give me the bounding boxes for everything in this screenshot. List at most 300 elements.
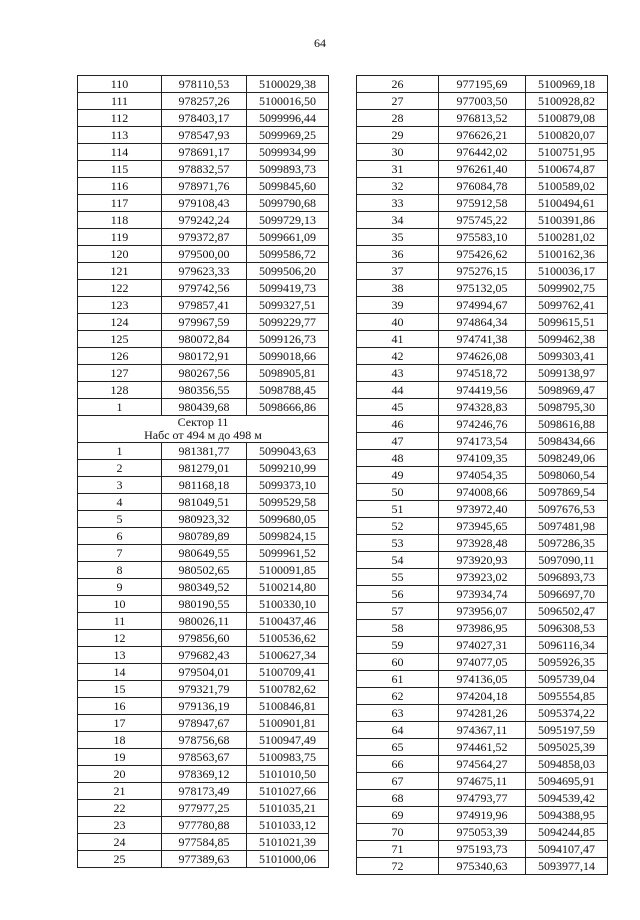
x-coordinate-cell: 975426,62 <box>439 246 526 263</box>
x-coordinate-cell: 980172,91 <box>162 348 247 365</box>
x-coordinate-cell: 978563,67 <box>162 749 247 766</box>
table-row <box>357 331 608 348</box>
table-row <box>357 671 608 688</box>
table-row <box>357 161 608 178</box>
x-coordinate-cell: 977195,69 <box>439 76 526 93</box>
table-row <box>357 263 608 280</box>
table-row <box>357 739 608 756</box>
point-number-cell: 29 <box>357 127 439 144</box>
y-coordinate-cell: 5100627,34 <box>247 647 329 664</box>
y-coordinate-cell: 5099327,51 <box>247 297 329 314</box>
y-coordinate-cell: 5096502,47 <box>526 603 608 620</box>
point-number-cell: 38 <box>357 280 439 297</box>
y-coordinate-cell: 5100036,17 <box>526 263 608 280</box>
table-row <box>78 348 329 365</box>
y-coordinate-cell: 5099462,38 <box>526 331 608 348</box>
point-number-cell: 52 <box>357 518 439 535</box>
point-number-cell: 35 <box>357 229 439 246</box>
x-coordinate-cell: 981381,77 <box>162 443 247 460</box>
point-number-cell: 19 <box>78 749 162 766</box>
right-table-rows <box>357 76 608 875</box>
y-coordinate-cell: 5100162,36 <box>526 246 608 263</box>
point-number-cell: 53 <box>357 535 439 552</box>
point-number-cell: 119 <box>78 229 162 246</box>
table-row <box>78 834 329 851</box>
x-coordinate-cell: 977584,85 <box>162 834 247 851</box>
y-coordinate-cell: 5099729,13 <box>247 212 329 229</box>
y-coordinate-cell: 5099893,73 <box>247 161 329 178</box>
y-coordinate-cell: 5101000,06 <box>247 851 329 868</box>
x-coordinate-cell: 974419,56 <box>439 382 526 399</box>
point-number-cell: 17 <box>78 715 162 732</box>
y-coordinate-cell: 5099210,99 <box>247 460 329 477</box>
table-row <box>78 314 329 331</box>
table-row <box>357 552 608 569</box>
x-coordinate-cell: 978971,76 <box>162 178 247 195</box>
point-number-cell: 112 <box>78 110 162 127</box>
x-coordinate-cell: 980072,84 <box>162 331 247 348</box>
point-number-cell: 62 <box>357 688 439 705</box>
y-coordinate-cell: 5100901,81 <box>247 715 329 732</box>
x-coordinate-cell: 980502,65 <box>162 562 247 579</box>
x-coordinate-cell: 974054,35 <box>439 467 526 484</box>
y-coordinate-cell: 5093977,14 <box>526 858 608 875</box>
point-number-cell: 36 <box>357 246 439 263</box>
y-coordinate-cell: 5100029,38 <box>247 76 329 93</box>
x-coordinate-cell: 974109,35 <box>439 450 526 467</box>
y-coordinate-cell: 5098060,54 <box>526 467 608 484</box>
point-number-cell: 39 <box>357 297 439 314</box>
table-row <box>78 596 329 613</box>
y-coordinate-cell: 5099934,99 <box>247 144 329 161</box>
x-coordinate-cell: 974793,77 <box>439 790 526 807</box>
table-row <box>78 749 329 766</box>
point-number-cell: 56 <box>357 586 439 603</box>
y-coordinate-cell: 5094539,42 <box>526 790 608 807</box>
x-coordinate-cell: 979321,79 <box>162 681 247 698</box>
y-coordinate-cell: 5098788,45 <box>247 382 329 399</box>
point-number-cell: 15 <box>78 681 162 698</box>
y-coordinate-cell: 5094858,03 <box>526 756 608 773</box>
x-coordinate-cell: 978756,68 <box>162 732 247 749</box>
table-row <box>357 229 608 246</box>
table-row <box>357 467 608 484</box>
table-row <box>78 365 329 382</box>
x-coordinate-cell: 979857,41 <box>162 297 247 314</box>
x-coordinate-cell: 974675,11 <box>439 773 526 790</box>
table-row <box>357 110 608 127</box>
x-coordinate-cell: 975745,22 <box>439 212 526 229</box>
table-row <box>78 212 329 229</box>
y-coordinate-cell: 5099615,51 <box>526 314 608 331</box>
point-number-cell: 55 <box>357 569 439 586</box>
x-coordinate-cell: 974027,31 <box>439 637 526 654</box>
x-coordinate-cell: 978173,49 <box>162 783 247 800</box>
x-coordinate-cell: 976442,02 <box>439 144 526 161</box>
table-row <box>357 382 608 399</box>
table-row <box>357 144 608 161</box>
x-coordinate-cell: 974281,26 <box>439 705 526 722</box>
y-coordinate-cell: 5099018,66 <box>247 348 329 365</box>
y-coordinate-cell: 5099419,73 <box>247 280 329 297</box>
table-row <box>78 93 329 110</box>
x-coordinate-cell: 974204,18 <box>439 688 526 705</box>
table-row <box>78 195 329 212</box>
y-coordinate-cell: 5100330,10 <box>247 596 329 613</box>
x-coordinate-cell: 979136,19 <box>162 698 247 715</box>
x-coordinate-cell: 980190,55 <box>162 596 247 613</box>
table-row <box>78 766 329 783</box>
point-number-cell: 43 <box>357 365 439 382</box>
point-number-cell: 118 <box>78 212 162 229</box>
table-row <box>78 511 329 528</box>
left-coordinates-table <box>77 75 329 868</box>
table-row <box>357 93 608 110</box>
x-coordinate-cell: 974461,52 <box>439 739 526 756</box>
table-row <box>78 460 329 477</box>
x-coordinate-cell: 974626,08 <box>439 348 526 365</box>
x-coordinate-cell: 974994,67 <box>439 297 526 314</box>
point-number-cell: 24 <box>78 834 162 851</box>
y-coordinate-cell: 5096893,73 <box>526 569 608 586</box>
table-row <box>357 620 608 637</box>
x-coordinate-cell: 979967,59 <box>162 314 247 331</box>
table-row <box>78 783 329 800</box>
y-coordinate-cell: 5095554,85 <box>526 688 608 705</box>
x-coordinate-cell: 978369,12 <box>162 766 247 783</box>
x-coordinate-cell: 976813,52 <box>439 110 526 127</box>
x-coordinate-cell: 974864,34 <box>439 314 526 331</box>
table-row <box>78 562 329 579</box>
x-coordinate-cell: 975132,05 <box>439 280 526 297</box>
point-number-cell: 123 <box>78 297 162 314</box>
point-number-cell: 4 <box>78 494 162 511</box>
point-number-cell: 44 <box>357 382 439 399</box>
table-row <box>78 732 329 749</box>
y-coordinate-cell: 5094695,91 <box>526 773 608 790</box>
table-row <box>357 569 608 586</box>
point-number-cell: 27 <box>357 93 439 110</box>
point-number-cell: 66 <box>357 756 439 773</box>
sector-title: Сектор 11 <box>177 415 229 429</box>
left-table-lower-rows <box>78 443 329 868</box>
table-row <box>78 477 329 494</box>
x-coordinate-cell: 981168,18 <box>162 477 247 494</box>
table-row <box>357 688 608 705</box>
x-coordinate-cell: 978547,93 <box>162 127 247 144</box>
point-number-cell: 8 <box>78 562 162 579</box>
x-coordinate-cell: 980026,11 <box>162 613 247 630</box>
table-row <box>78 161 329 178</box>
point-number-cell: 31 <box>357 161 439 178</box>
point-number-cell: 126 <box>78 348 162 365</box>
point-number-cell: 26 <box>357 76 439 93</box>
table-row <box>357 535 608 552</box>
point-number-cell: 41 <box>357 331 439 348</box>
table-row <box>357 586 608 603</box>
point-number-cell: 61 <box>357 671 439 688</box>
x-coordinate-cell: 975583,10 <box>439 229 526 246</box>
y-coordinate-cell: 5097869,54 <box>526 484 608 501</box>
table-row <box>357 280 608 297</box>
point-number-cell: 30 <box>357 144 439 161</box>
y-coordinate-cell: 5100589,02 <box>526 178 608 195</box>
point-number-cell: 50 <box>357 484 439 501</box>
point-number-cell: 9 <box>78 579 162 596</box>
x-coordinate-cell: 979108,43 <box>162 195 247 212</box>
table-row <box>78 246 329 263</box>
point-number-cell: 127 <box>78 365 162 382</box>
x-coordinate-cell: 973920,93 <box>439 552 526 569</box>
y-coordinate-cell: 5100281,02 <box>526 229 608 246</box>
point-number-cell: 60 <box>357 654 439 671</box>
x-coordinate-cell: 974008,66 <box>439 484 526 501</box>
point-number-cell: 110 <box>78 76 162 93</box>
y-coordinate-cell: 5095739,04 <box>526 671 608 688</box>
y-coordinate-cell: 5098666,86 <box>247 399 329 416</box>
point-number-cell: 7 <box>78 545 162 562</box>
table-row <box>78 127 329 144</box>
x-coordinate-cell: 978257,26 <box>162 93 247 110</box>
table-row <box>357 756 608 773</box>
point-number-cell: 114 <box>78 144 162 161</box>
point-number-cell: 117 <box>78 195 162 212</box>
y-coordinate-cell: 5100983,75 <box>247 749 329 766</box>
y-coordinate-cell: 5095197,59 <box>526 722 608 739</box>
table-row <box>78 443 329 460</box>
sector-header-section <box>78 416 329 443</box>
point-number-cell: 125 <box>78 331 162 348</box>
y-coordinate-cell: 5099961,52 <box>247 545 329 562</box>
point-number-cell: 54 <box>357 552 439 569</box>
x-coordinate-cell: 973928,48 <box>439 535 526 552</box>
table-row <box>357 399 608 416</box>
table-row <box>78 331 329 348</box>
point-number-cell: 47 <box>357 433 439 450</box>
table-row <box>357 654 608 671</box>
point-number-cell: 65 <box>357 739 439 756</box>
x-coordinate-cell: 979623,33 <box>162 263 247 280</box>
y-coordinate-cell: 5099126,73 <box>247 331 329 348</box>
left-table-upper-rows <box>78 76 329 416</box>
x-coordinate-cell: 980439,68 <box>162 399 247 416</box>
table-row <box>78 698 329 715</box>
y-coordinate-cell: 5096308,53 <box>526 620 608 637</box>
table-row <box>78 178 329 195</box>
y-coordinate-cell: 5095025,39 <box>526 739 608 756</box>
point-number-cell: 58 <box>357 620 439 637</box>
y-coordinate-cell: 5099373,10 <box>247 477 329 494</box>
x-coordinate-cell: 980267,56 <box>162 365 247 382</box>
y-coordinate-cell: 5099824,15 <box>247 528 329 545</box>
point-number-cell: 111 <box>78 93 162 110</box>
y-coordinate-cell: 5100820,07 <box>526 127 608 144</box>
y-coordinate-cell: 5100947,49 <box>247 732 329 749</box>
x-coordinate-cell: 977780,88 <box>162 817 247 834</box>
x-coordinate-cell: 979504,01 <box>162 664 247 681</box>
table-row <box>78 76 329 93</box>
x-coordinate-cell: 975340,63 <box>439 858 526 875</box>
y-coordinate-cell: 5098905,81 <box>247 365 329 382</box>
point-number-cell: 33 <box>357 195 439 212</box>
table-row <box>78 144 329 161</box>
y-coordinate-cell: 5094244,85 <box>526 824 608 841</box>
x-coordinate-cell: 980349,52 <box>162 579 247 596</box>
table-row <box>78 647 329 664</box>
point-number-cell: 1 <box>78 399 162 416</box>
point-number-cell: 51 <box>357 501 439 518</box>
y-coordinate-cell: 5100091,85 <box>247 562 329 579</box>
x-coordinate-cell: 973945,65 <box>439 518 526 535</box>
y-coordinate-cell: 5100879,08 <box>526 110 608 127</box>
x-coordinate-cell: 978403,17 <box>162 110 247 127</box>
x-coordinate-cell: 974741,38 <box>439 331 526 348</box>
x-coordinate-cell: 974518,72 <box>439 365 526 382</box>
y-coordinate-cell: 5096116,34 <box>526 637 608 654</box>
x-coordinate-cell: 974246,76 <box>439 416 526 433</box>
point-number-cell: 18 <box>78 732 162 749</box>
point-number-cell: 3 <box>78 477 162 494</box>
y-coordinate-cell: 5099969,25 <box>247 127 329 144</box>
y-coordinate-cell: 5097676,53 <box>526 501 608 518</box>
y-coordinate-cell: 5101033,12 <box>247 817 329 834</box>
table-row <box>78 382 329 399</box>
table-row <box>357 603 608 620</box>
y-coordinate-cell: 5099661,09 <box>247 229 329 246</box>
table-row <box>357 348 608 365</box>
y-coordinate-cell: 5100969,18 <box>526 76 608 93</box>
y-coordinate-cell: 5099138,97 <box>526 365 608 382</box>
point-number-cell: 34 <box>357 212 439 229</box>
x-coordinate-cell: 981279,01 <box>162 460 247 477</box>
point-number-cell: 1 <box>78 443 162 460</box>
x-coordinate-cell: 974367,11 <box>439 722 526 739</box>
table-row <box>357 824 608 841</box>
y-coordinate-cell: 5099680,05 <box>247 511 329 528</box>
right-coordinates-table <box>356 75 608 875</box>
x-coordinate-cell: 978691,17 <box>162 144 247 161</box>
table-row <box>78 297 329 314</box>
point-number-cell: 64 <box>357 722 439 739</box>
x-coordinate-cell: 975276,15 <box>439 263 526 280</box>
table-row <box>357 722 608 739</box>
y-coordinate-cell: 5094388,95 <box>526 807 608 824</box>
y-coordinate-cell: 5095374,22 <box>526 705 608 722</box>
y-coordinate-cell: 5101027,66 <box>247 783 329 800</box>
table-row <box>357 501 608 518</box>
y-coordinate-cell: 5098616,88 <box>526 416 608 433</box>
y-coordinate-cell: 5100494,61 <box>526 195 608 212</box>
point-number-cell: 59 <box>357 637 439 654</box>
point-number-cell: 113 <box>78 127 162 144</box>
y-coordinate-cell: 5100391,86 <box>526 212 608 229</box>
sector-subtitle: Набс от 494 м до 498 м <box>144 428 262 442</box>
point-number-cell: 12 <box>78 630 162 647</box>
x-coordinate-cell: 977003,50 <box>439 93 526 110</box>
x-coordinate-cell: 980356,55 <box>162 382 247 399</box>
table-row <box>357 416 608 433</box>
point-number-cell: 68 <box>357 790 439 807</box>
table-row <box>357 637 608 654</box>
y-coordinate-cell: 5097090,11 <box>526 552 608 569</box>
x-coordinate-cell: 974173,54 <box>439 433 526 450</box>
y-coordinate-cell: 5099229,77 <box>247 314 329 331</box>
table-row <box>78 681 329 698</box>
table-row <box>357 518 608 535</box>
y-coordinate-cell: 5101021,39 <box>247 834 329 851</box>
x-coordinate-cell: 979742,56 <box>162 280 247 297</box>
point-number-cell: 57 <box>357 603 439 620</box>
table-row <box>357 314 608 331</box>
point-number-cell: 70 <box>357 824 439 841</box>
y-coordinate-cell: 5094107,47 <box>526 841 608 858</box>
table-row <box>78 851 329 868</box>
table-row <box>357 433 608 450</box>
table-row <box>357 705 608 722</box>
x-coordinate-cell: 979372,87 <box>162 229 247 246</box>
y-coordinate-cell: 5101010,50 <box>247 766 329 783</box>
page-number: 64 <box>314 36 326 50</box>
y-coordinate-cell: 5100751,95 <box>526 144 608 161</box>
y-coordinate-cell: 5100674,87 <box>526 161 608 178</box>
table-row <box>357 76 608 93</box>
table-row <box>357 484 608 501</box>
table-row <box>357 773 608 790</box>
y-coordinate-cell: 5098969,47 <box>526 382 608 399</box>
point-number-cell: 116 <box>78 178 162 195</box>
table-row <box>78 528 329 545</box>
point-number-cell: 42 <box>357 348 439 365</box>
y-coordinate-cell: 5099529,58 <box>247 494 329 511</box>
y-coordinate-cell: 5100928,82 <box>526 93 608 110</box>
y-coordinate-cell: 5098434,66 <box>526 433 608 450</box>
x-coordinate-cell: 981049,51 <box>162 494 247 511</box>
x-coordinate-cell: 980649,55 <box>162 545 247 562</box>
point-number-cell: 25 <box>78 851 162 868</box>
y-coordinate-cell: 5099902,75 <box>526 280 608 297</box>
table-row <box>357 807 608 824</box>
y-coordinate-cell: 5099996,44 <box>247 110 329 127</box>
y-coordinate-cell: 5100437,46 <box>247 613 329 630</box>
y-coordinate-cell: 5099506,20 <box>247 263 329 280</box>
x-coordinate-cell: 978947,67 <box>162 715 247 732</box>
point-number-cell: 67 <box>357 773 439 790</box>
x-coordinate-cell: 978110,53 <box>162 76 247 93</box>
point-number-cell: 5 <box>78 511 162 528</box>
table-row <box>78 664 329 681</box>
table-row <box>357 127 608 144</box>
x-coordinate-cell: 978832,57 <box>162 161 247 178</box>
x-coordinate-cell: 979682,43 <box>162 647 247 664</box>
y-coordinate-cell: 5100214,80 <box>247 579 329 596</box>
point-number-cell: 71 <box>357 841 439 858</box>
table-row <box>357 212 608 229</box>
x-coordinate-cell: 974077,05 <box>439 654 526 671</box>
x-coordinate-cell: 975193,73 <box>439 841 526 858</box>
point-number-cell: 124 <box>78 314 162 331</box>
point-number-cell: 115 <box>78 161 162 178</box>
x-coordinate-cell: 974919,96 <box>439 807 526 824</box>
point-number-cell: 2 <box>78 460 162 477</box>
table-row <box>78 630 329 647</box>
x-coordinate-cell: 974328,83 <box>439 399 526 416</box>
point-number-cell: 72 <box>357 858 439 875</box>
y-coordinate-cell: 5097286,35 <box>526 535 608 552</box>
x-coordinate-cell: 973923,02 <box>439 569 526 586</box>
point-number-cell: 13 <box>78 647 162 664</box>
x-coordinate-cell: 975053,39 <box>439 824 526 841</box>
x-coordinate-cell: 976261,40 <box>439 161 526 178</box>
